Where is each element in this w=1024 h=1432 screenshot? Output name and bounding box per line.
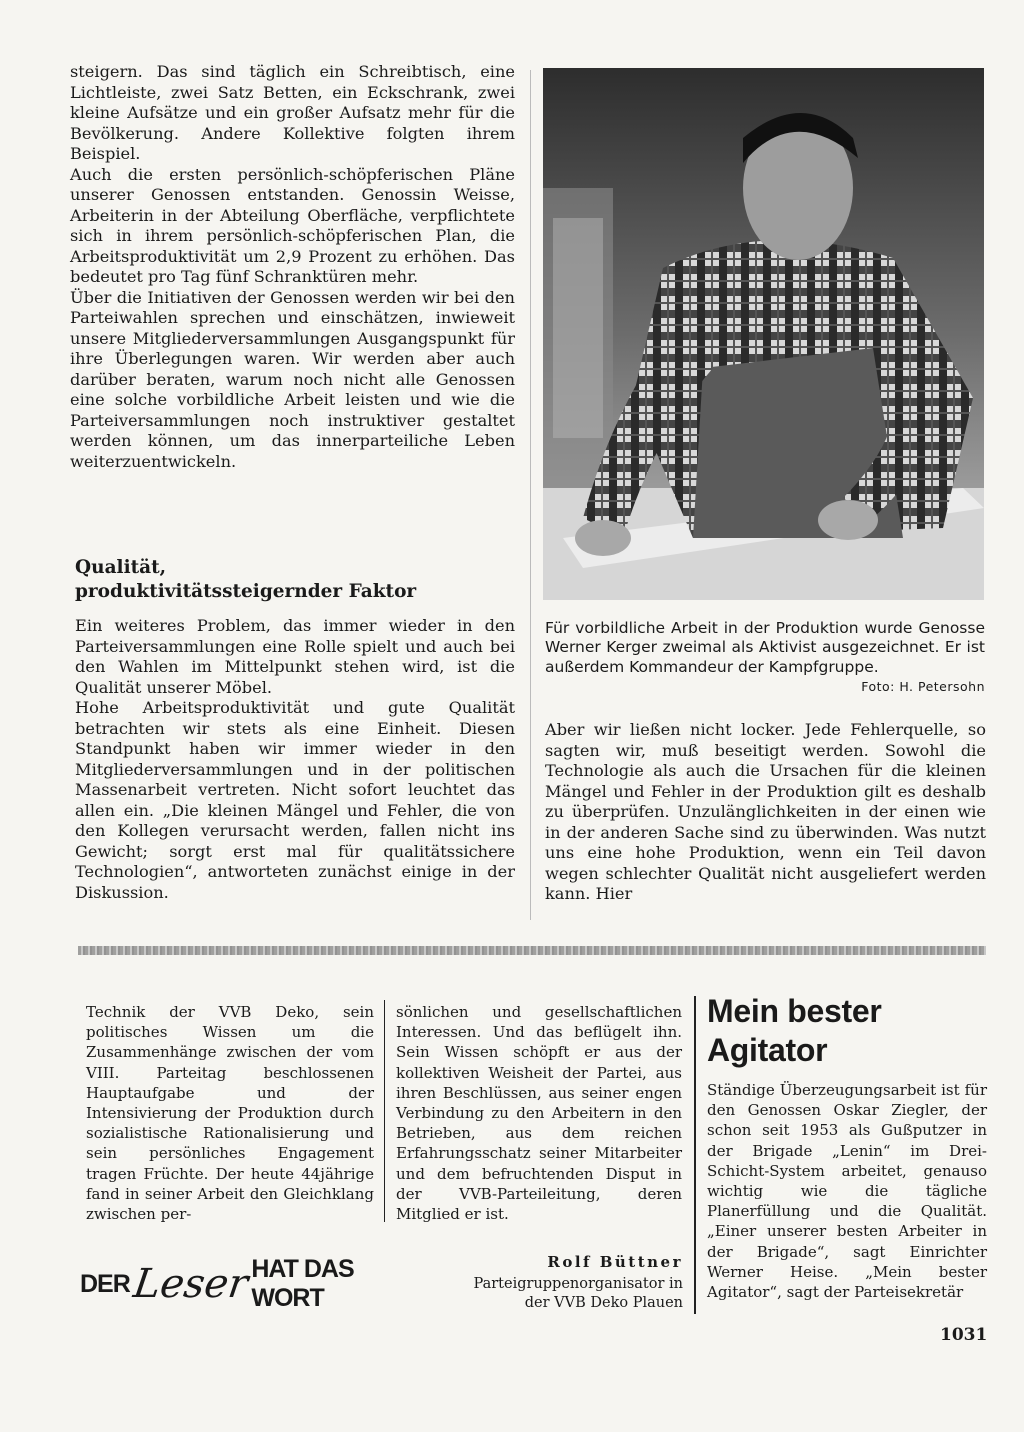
body-paragraph: Technik der VVB Deko, sein politisches Wissen um die Zusammenhänge zwischen der vom VIII. Parteitag beschlossenen Hauptaufgabe und der Intensivierung der Produktion durch sozialistische Rationalisierung und sein persönliches Engagement tragen Früchte. Der heute 44jährige fand in seiner Arbeit den Gleichklang zwischen per- (86, 1003, 374, 1224)
worker-photo-illustration (543, 68, 984, 600)
body-paragraph: sönlichen und gesellschaftlichen Interessen. Und das beflügelt ihn. Sein Wissen schöpft er aus der kollektiven Weisheit der Partei, aus ihren Beschlüssen, aus seiner engen Verbindung zu den Arbeitern in den Betrieben, aus dem reichen Erfahrungsschatz seiner Mitarbeiter und dem befruchtenden Disput in der VVB-Parteileitung, deren Mitglied er ist. (396, 1003, 682, 1224)
author-block (470, 1253, 683, 1313)
worker-photo (543, 68, 984, 600)
bottom-col-3 (707, 1080, 987, 1302)
body-paragraph: Über die Initiativen der Genossen werden wir bei den Parteiwahlen sprechen und einschätzen, inwieweit unsere Mitgliederversammlungen Ausgangspunkt für ihre Überlegungen waren. Wir werden aber auch darüber beraten, warum noch nicht alle Genossen eine solche vorbildliche Arbeit leisten und wie die Parteiversammlungen noch instruktiver gestaltet werden können, um das innerparteiliche Leben weiterzuentwickeln. (70, 287, 515, 471)
section-subheading: Qualität, produktivitätssteigernder Faktor (75, 557, 417, 602)
logo-right: HAT DAS WORT (251, 1255, 354, 1312)
bottom-col-2 (396, 1002, 682, 1224)
body-paragraph: Hohe Arbeitsproduktivität und gute Qualität betrachten wir stets als eine Einheit. Diesen Standpunkt haben wir immer wieder in den Mitgliederversammlungen und in der politischen Massenarbeit vertreten. Nicht sofort leuchtet das allen ein. „Die kleinen Mängel und Fehler, die von den Kollegen verursacht werden, fallen nicht ins Gewicht; sorgt erst mal für qualitätssichere Technologien“, antworteten zunächst einige in der Diskussion. (75, 698, 515, 902)
photo-caption (545, 619, 985, 697)
column-divider (384, 1000, 385, 1222)
body-paragraph: steigern. Das sind täglich ein Schreibtisch, eine Lichtleiste, zwei Satz Betten, ein Eckschrank, zwei kleine Aufsätze und ein großer Aufsatz mehr für die Bevölkerung. Andere Kollektive folgten ihrem Beispiel. (70, 62, 515, 163)
body-paragraph: Auch die ersten persönlich-schöpferischen Pläne unserer Genossen entstanden. Genossin Weisse, Arbeiterin in der Abteilung Oberfläche, verpflichtete sich in ihrem persönlich-schöpferischen Plan, die Arbeitsproduktivität um 2,9 Prozent zu erhöhen. Das bedeutet pro Tag fünf Schranktüren mehr. (70, 164, 515, 286)
section-rule (78, 946, 986, 955)
logo-left: DER (80, 1269, 130, 1298)
column-divider (694, 996, 696, 1314)
bottom-col-1 (86, 1002, 374, 1224)
left-column (70, 62, 515, 472)
article-headline: Mein bester Agitator (707, 993, 882, 1068)
photo-credit: Foto: H. Petersohn (861, 679, 985, 695)
column-divider (530, 70, 531, 920)
author-role: Parteigruppenorganisator in der VVB Deko Plauen (473, 1276, 683, 1311)
leser-hat-das-wort-logo (80, 1254, 370, 1314)
body-paragraph: Ein weiteres Problem, das immer wieder in den Parteiversammlungen eine Rolle spielt und auch bei den Wahlen im Mittelpunkt stehen wird, ist die Qualität unserer Möbel. (75, 616, 515, 697)
logo-script: Leser (130, 1261, 251, 1307)
body-paragraph: Ständige Überzeugungsarbeit ist für den Genossen Oskar Ziegler, der schon seit 1953 als Gußputzer in der Brigade „Lenin“ im Drei-Schicht-System arbeitet, genauso wichtig wie die tägliche Planerfüllung und die Qualität. „Einer unserer besten Arbeiter in der Brigade“, sagt Einrichter Werner Heise. „Mein bester Agitator“, sagt der Parteisekretär (707, 1081, 987, 1302)
right-column (545, 720, 986, 905)
page-number: 1031 (940, 1325, 988, 1345)
left-column-lower (75, 556, 515, 903)
body-paragraph: Aber wir ließen nicht locker. Jede Fehlerquelle, so sagten wir, muß beseitigt werden. Sowohl die Technologie als auch die Ursachen für die kleinen Mängel und Fehler in der Produktion gilt es deshalb zu überprüfen. Unzulänglichkeiten in der einen wie in der anderen Sache sind zu überwinden. Was nutzt uns eine hohe Produktion, wenn ein Teil davon wegen schlechter Qualität nicht ausgeliefert werden kann. Hier (545, 720, 986, 903)
author-name: Rolf Büttner (547, 1253, 683, 1271)
caption-text: Für vorbildliche Arbeit in der Produktion wurde Genosse Werner Kerger zweimal als Aktivist ausgezeichnet. Er ist außerdem Kommandeur der Kampfgruppe. (545, 619, 985, 676)
